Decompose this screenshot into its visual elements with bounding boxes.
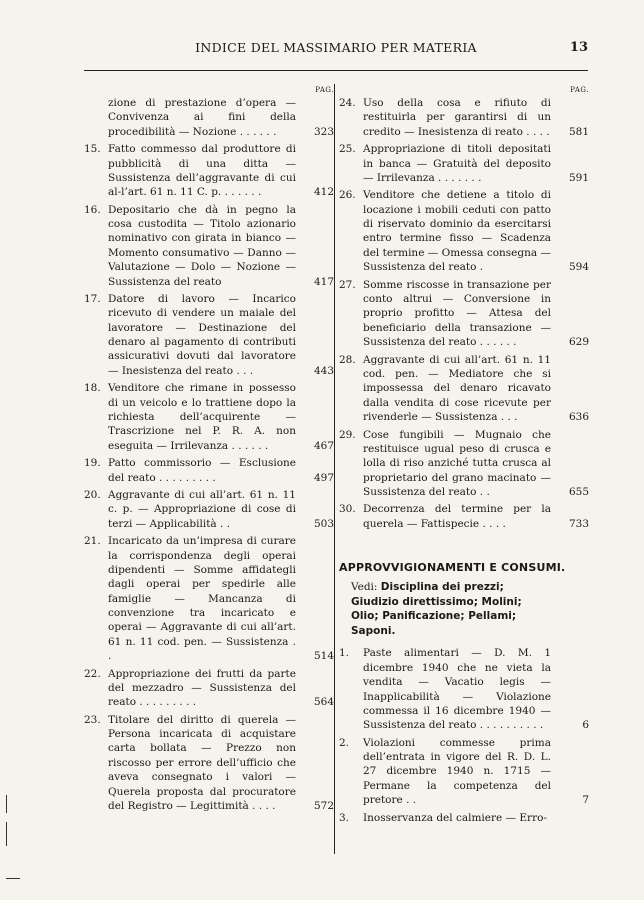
index-entry [339, 502, 589, 531]
entry-text: zione di prestazione d’opera — Convivenza ai fini della procedibilità — Nozione . . . . . . [108, 97, 296, 138]
index-entry [339, 278, 589, 350]
index-entry [339, 736, 589, 808]
index-entry [84, 203, 334, 289]
margin-mark [6, 878, 20, 879]
right-entry-list [339, 96, 589, 531]
entry-number: 16. [84, 203, 101, 216]
entry-text: Inosservanza del calmiere — Erro- [363, 811, 547, 824]
entry-page-ref: 564 [313, 696, 334, 709]
see-also [339, 580, 549, 638]
entry-page-ref: 655 [568, 485, 589, 498]
entry-number: 15. [84, 143, 101, 156]
pag-label: PAG. [315, 86, 334, 94]
index-entry [339, 96, 589, 139]
entry-text: Paste alimentari — D. M. 1 dicembre 1940 che ne vieta la vendita — Vacatio legis — Inapplicabilità — Violazione commessa il 16 dicembre 1940 — Sussistenza del reato . . . . . . . . . . [363, 647, 551, 732]
entry-number: 19. [84, 457, 101, 470]
entry-page-ref: 443 [313, 364, 334, 377]
index-entry [339, 142, 589, 185]
entry-text: Venditore che rimane in possesso di un veicolo e lo trattiene dopo la richiesta dell’acquirente — Trascrizione nel P. R. A. non eseguita — Irrilevanza . . . . . . [108, 382, 296, 452]
index-entry [84, 713, 334, 813]
index-entry [84, 292, 334, 378]
index-entry [84, 456, 334, 485]
entry-text: Incaricato da un’impresa di curare la corrispondenza degli operai dipendenti — Somme affidategli dagli operai per spedirle alle famiglie — Mancanza di convenzione tra incaricato e operai — Aggravante di cui all’art. 61 n. 11 cod. pen. — Sussistenza . . [108, 535, 296, 663]
entry-number: 3. [339, 811, 350, 824]
entry-number: 1. [339, 647, 350, 660]
index-entry [84, 142, 334, 199]
entry-page-ref: 497 [313, 471, 334, 484]
entry-number: 18. [84, 382, 101, 395]
entry-text: Violazioni commesse prima dell’entrata in vigore del R. D. L. 27 dicembre 1940 n. 1715 — Permane la competenza del pretore . . [363, 736, 551, 807]
margin-mark [6, 795, 7, 813]
entry-text: Aggravante di cui all’art. 61 n. 11 c. p. — Appropriazione di cose di terzi — Applicabilità . . [108, 489, 296, 530]
entry-page-ref: 636 [568, 410, 589, 423]
section-entry-list [339, 646, 589, 825]
index-entry [84, 667, 334, 710]
entry-text: Titolare del diritto di querela — Persona incaricata di acquistare carta bollata — Prezzo non riscosso per errore dell’ufficio che aveva consegnato i valori — Querela proposta dal procuratore del Registro — Legittimità . . . . [108, 713, 296, 812]
entry-text: Patto commissorio — Esclusione del reato . . . . . . . . . [108, 457, 296, 484]
see-also-label: Vedi: [351, 581, 378, 594]
entry-number: 23. [84, 713, 101, 726]
entry-page-ref: 412 [313, 186, 334, 199]
entry-number: 29. [339, 428, 356, 441]
entry-text: Venditore che detiene a titolo di locazione i mobili ceduti con patto di riservato dominio da esercitarsi entro termine fisso — Scadenza del termine — Omessa consegna — Sussistenza del reato . [363, 189, 551, 274]
entry-page-ref: 629 [568, 336, 589, 349]
entry-text: Aggravante di cui all’art. 61 n. 11 cod. pen. — Mediatore che si impossessa del denaro ricavato dalla vendita di cose ricevute per rivenderle — Sussistenza . . . [363, 353, 551, 423]
entry-number: 2. [339, 736, 350, 749]
entry-text: Appropriazione dei frutti da parte del mezzadro — Sussistenza del reato . . . . . . . . . [108, 667, 296, 709]
index-entry [339, 811, 551, 825]
right-column [339, 84, 589, 854]
entry-text: Depositario che dà in pegno la cosa custodita — Titolo azionario nominativo con girata in bianco — Momento consumativo — Danno — Valutazione — Dolo — Nozione — Sussistenza del reato [108, 203, 296, 288]
entry-text: Datore di lavoro — Incarico ricevuto di vendere un maiale del lavoratore — Destinazione del denaro al pagamento di contributi assicurativi dovuti dal lavoratore — Inesistenza del reato . . . [108, 293, 296, 377]
entry-number: 27. [339, 278, 356, 291]
entry-number: 30. [339, 503, 356, 516]
entry-number: 22. [84, 667, 101, 680]
see-also-references: Disciplina dei prezzi; Giudizio direttissimo; Molini; Olio; Panificazione; Pellami; Saponi. [351, 581, 522, 637]
running-title: INDICE DEL MASSIMARIO PER MATERIA [195, 40, 477, 55]
index-entry [339, 646, 589, 732]
entry-page-ref: 6 [582, 719, 589, 732]
left-entry-list [84, 96, 334, 813]
entry-page-ref: 467 [313, 439, 334, 452]
entry-text: Fatto commesso dal produttore di pubblicità di una ditta — Sussistenza dell’aggravante di cui al-l’art. 61 n. 11 C. p. . . . . . . [108, 143, 296, 199]
entry-page-ref: 7 [582, 794, 589, 807]
entry-page-ref: 572 [313, 799, 334, 812]
entry-page-ref: 581 [568, 125, 589, 138]
section-title: APPROVVIGIONAMENTI E CONSUMI. [339, 561, 566, 575]
margin-mark [6, 822, 7, 846]
entry-page-ref: 323 [313, 125, 334, 138]
entry-number: 28. [339, 353, 356, 366]
entry-text: Appropriazione di titoli depositati in banca — Gratuità del deposito — Irrilevanza . . . . . . . [363, 143, 551, 184]
index-entry [339, 188, 589, 274]
left-column [84, 84, 334, 854]
pag-label: PAG. [570, 86, 589, 94]
entry-text: Decorrenza del termine per la querela — Fattispecie . . . . [363, 503, 551, 530]
entry-number: 26. [339, 189, 356, 202]
entry-number: 20. [84, 489, 101, 502]
entry-page-ref: 417 [313, 275, 334, 288]
index-entry [84, 534, 334, 663]
entry-number: 24. [339, 97, 356, 109]
entry-page-ref: 514 [313, 650, 334, 663]
page-number: 13 [569, 40, 588, 55]
entry-text: Somme riscosse in transazione per conto altrui — Conversione in proprio profitto — Attesa del beneficiario della transazione — Sussistenza del reato . . . . . . [363, 278, 551, 349]
index-entry [84, 381, 334, 453]
entry-text: Uso della cosa e rifiuto di restituirla per garantirsi di un credito — Inesistenza di reato . . . . [363, 97, 551, 138]
entry-number: 21. [84, 535, 101, 548]
index-entry [84, 488, 334, 531]
entry-page-ref: 733 [568, 517, 589, 530]
entry-text: Cose fungibili — Mugnaio che restituisce ugual peso di crusca e lolla di riso anziché tutta crusca al proprietario del grano macinato — Sussistenza del reato . . [363, 428, 551, 498]
index-entry [339, 428, 589, 500]
entry-number: 25. [339, 143, 356, 156]
entry-number: 17. [84, 293, 101, 306]
index-entry [339, 353, 589, 425]
index-entry [84, 96, 334, 139]
page-header [84, 40, 588, 71]
entry-page-ref: 591 [568, 171, 589, 184]
entry-page-ref: 594 [568, 261, 589, 274]
column-divider [334, 84, 335, 854]
entry-page-ref: 503 [313, 517, 334, 530]
